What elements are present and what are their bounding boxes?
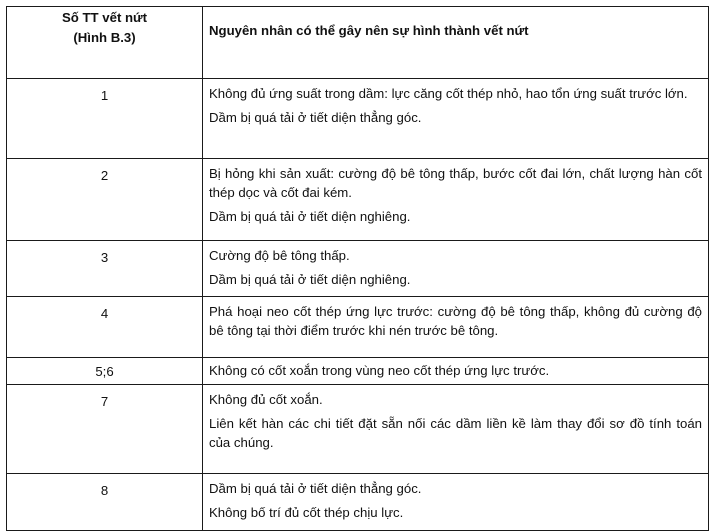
crack-number-header	[7, 7, 203, 79]
table-row	[7, 79, 709, 159]
crack-number: 2	[7, 159, 203, 241]
table-row	[7, 474, 709, 531]
crack-causes-table	[6, 6, 709, 531]
table-row	[7, 241, 709, 297]
cause-header: Nguyên nhân có thể gây nên sự hình thành vết nứt	[203, 7, 709, 79]
cause-text: Bị hỏng khi sản xuất: cường độ bê tông thấp, bước cốt đai lớn, chất lượng hàn cốt thép dọc và cốt đai kém.	[209, 166, 702, 200]
cause-cell	[203, 474, 709, 531]
cause-cell	[203, 358, 709, 385]
crack-number-header-line1: Số TT vết nứt	[61, 10, 147, 25]
cause-text: Phá hoại neo cốt thép ứng lực trước: cường độ bê tông thấp, không đủ cường độ bê tông tại thời điểm trước khi nén trước bê tông.	[209, 304, 702, 338]
cause-text: Không đủ ứng suất trong dầm: lực căng cốt thép nhỏ, hao tổn ứng suất trước lớn.	[209, 86, 688, 101]
cause-text: Không đủ cốt xoắn.	[209, 392, 323, 407]
cause-text: Dầm bị quá tải ở tiết diện nghiêng.	[209, 209, 411, 224]
crack-number: 3	[7, 241, 203, 297]
cause-text: Không có cốt xoắn trong vùng neo cốt thép ứng lực trước.	[209, 363, 550, 378]
cause-cell	[203, 385, 709, 474]
cause-cell	[203, 241, 709, 297]
cause-cell	[203, 159, 709, 241]
crack-number: 8	[7, 474, 203, 531]
crack-number: 7	[7, 385, 203, 474]
cause-cell	[203, 79, 709, 159]
cause-text: Liên kết hàn các chi tiết đặt sẵn nối các dầm liền kề làm thay đổi sơ đồ tính toán của chúng.	[209, 416, 702, 450]
table-row	[7, 297, 709, 358]
crack-number-header-line2: (Hình B.3)	[73, 30, 136, 45]
cause-text: Cường độ bê tông thấp.	[209, 248, 350, 263]
header-row	[7, 7, 709, 79]
crack-number: 1	[7, 79, 203, 159]
crack-number: 4	[7, 297, 203, 358]
cause-cell	[203, 297, 709, 358]
cause-text: Dầm bị quá tải ở tiết diện thẳng góc.	[209, 481, 422, 496]
cause-text: Dầm bị quá tải ở tiết diện nghiêng.	[209, 272, 411, 287]
crack-number: 5;6	[7, 358, 203, 385]
cause-text: Dầm bị quá tải ở tiết diện thẳng góc.	[209, 110, 422, 125]
cause-text: Không bố trí đủ cốt thép chịu lực.	[209, 505, 404, 520]
table-row	[7, 159, 709, 241]
table-row	[7, 385, 709, 474]
table-row	[7, 358, 709, 385]
